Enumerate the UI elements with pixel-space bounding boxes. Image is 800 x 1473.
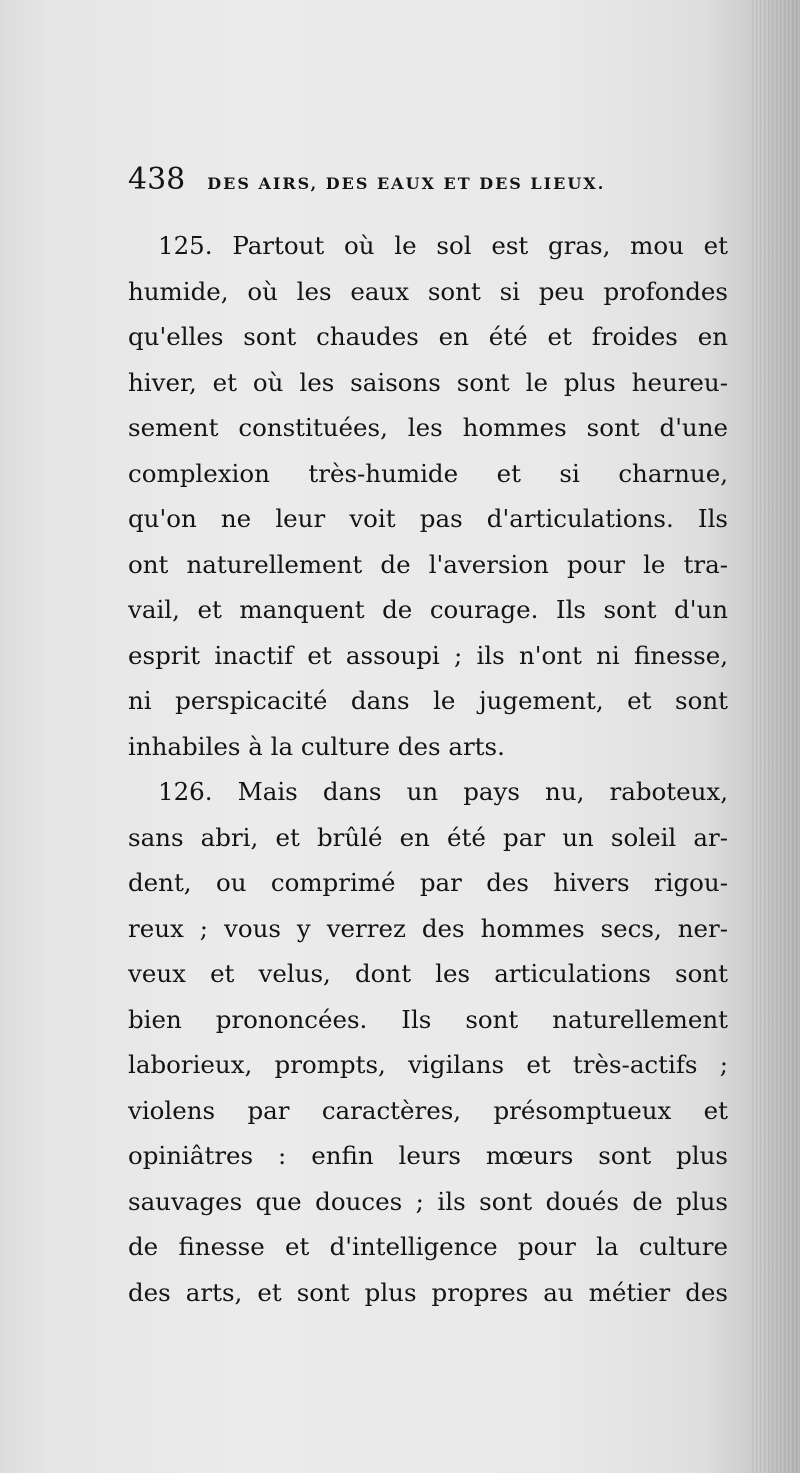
text-line: de finesse et d'intelligence pour la culture <box>128 1232 728 1261</box>
text-line: violens par caractères, présomptueux et <box>128 1095 728 1125</box>
text-line: sement constituées, les hommes sont d'une <box>128 413 728 442</box>
text-line: hiver, et où les saisons sont le plus heureu- <box>128 367 728 397</box>
text-line: dent, ou comprimé par des hivers rigou- <box>128 868 728 897</box>
text-line: qu'on ne leur voit pas d'articulations. Ils <box>128 504 728 533</box>
text-line: sans abri, et brûlé en été par un soleil ar- <box>128 822 728 852</box>
running-head: DES AIRS, DES EAUX ET DES LIEUX. <box>207 174 606 193</box>
text-line: des arts, et sont plus propres au métier des <box>128 1277 728 1307</box>
text-line: reux ; vous y verrez des hommes secs, ner- <box>128 913 728 943</box>
text-line: ont naturellement de l'aversion pour le tra- <box>128 549 728 579</box>
text-line: ni perspicacité dans le jugement, et sont <box>128 686 728 715</box>
text-line: veux et velus, dont les articulations sont <box>128 959 728 988</box>
body-text <box>128 223 728 1315</box>
text-line: laborieux, prompts, vigilans et très-actifs ; <box>128 1050 728 1079</box>
text-line: humide, où les eaux sont si peu profondes <box>128 276 728 306</box>
paragraph-126 <box>128 769 728 1315</box>
page-header <box>128 162 708 206</box>
text-line: 126. Mais dans un pays nu, raboteux, <box>158 777 728 806</box>
text-line: vail, et manquent de courage. Ils sont d'un <box>128 595 728 624</box>
text-line: sauvages que douces ; ils sont doués de plus <box>128 1186 728 1216</box>
page-gutter-shadow <box>752 0 800 1473</box>
text-line: esprit inactif et assoupi ; ils n'ont ni finesse, <box>128 640 728 670</box>
text-line: qu'elles sont chaudes en été et froides en <box>128 322 728 351</box>
paragraph-125 <box>128 223 728 769</box>
text-line: complexion très-humide et si charnue, <box>128 458 728 488</box>
text-line: 125. Partout où le sol est gras, mou et <box>158 231 728 260</box>
page-number: 438 <box>128 162 186 197</box>
text-line: bien prononcées. Ils sont naturellement <box>128 1004 728 1034</box>
text-line: opiniâtres : enfin leurs mœurs sont plus <box>128 1141 728 1170</box>
text-line: inhabiles à la culture des arts. <box>128 731 505 761</box>
